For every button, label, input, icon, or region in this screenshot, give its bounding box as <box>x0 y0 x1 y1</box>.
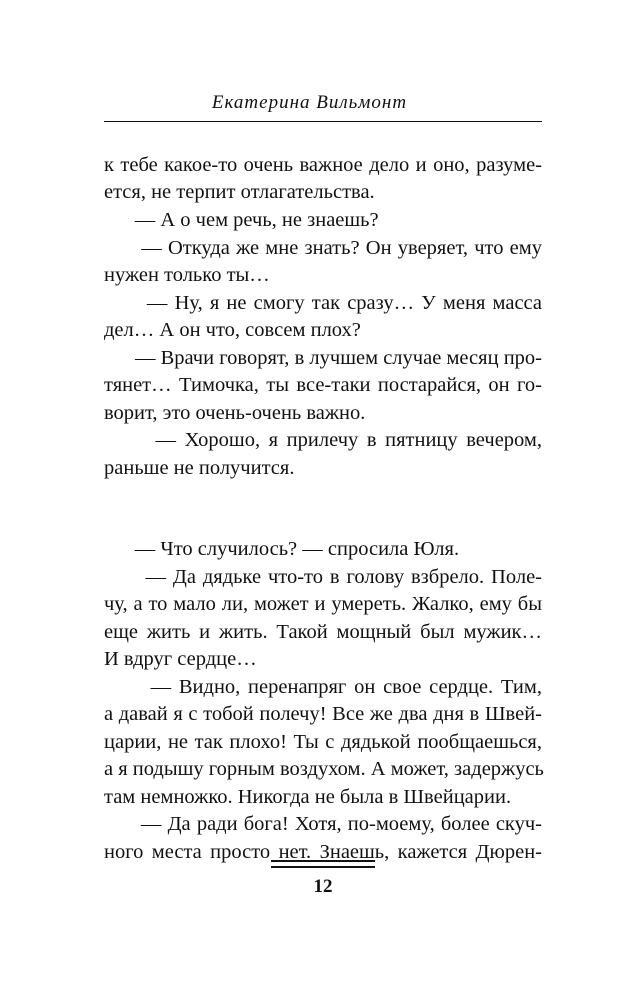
text-line: к тебе какое-то очень важное дело и оно, разуме- <box>104 154 542 176</box>
page-number: 12 <box>313 876 333 897</box>
text-line: — Ну, я не смогу так сразу… У меня масса <box>104 292 542 314</box>
text-line: еще жить и жить. Такой мощный был мужик… <box>104 621 542 643</box>
text-line: а я подышу горным воздухом. А может, задержусь <box>104 758 544 780</box>
text-line: — Врачи говорят, в лучшем случае месяц про- <box>104 347 542 369</box>
text-line: дел… А он что, совсем плох? <box>104 319 361 341</box>
text-line: ется, не терпит отлагательства. <box>104 181 375 203</box>
text-line: — Откуда же мне знать? Он уверяет, что ему <box>104 237 542 259</box>
text-line: — Что случилось? — спросила Юля. <box>104 538 460 560</box>
text-line: И вдруг сердце… <box>104 648 257 670</box>
text-line: там немножко. Никогда не была в Швейцарии. <box>104 786 512 808</box>
footer-rule-bottom <box>271 866 375 868</box>
text-line: ного места просто нет. Знаешь, кажется Дюрен- <box>104 841 542 863</box>
running-head: Екатерина Вильмонт <box>211 92 408 113</box>
text-line: — Хорошо, я прилечу в пятницу вечером, <box>104 429 542 451</box>
text-line: — Да ради бога! Хотя, по-моему, более скуч- <box>104 813 542 835</box>
text-line: нужен только ты… <box>104 264 270 286</box>
text-line: — Да дядьке что-то в голову взбрело. Поле- <box>104 566 542 588</box>
text-line: — А о чем речь, не знаешь? <box>104 209 379 231</box>
text-line: раньше не получится. <box>104 457 295 479</box>
text-line: царии, не так плохо! Ты с дядькой пообщаешься, <box>104 731 542 753</box>
text-line: чу, а то мало ли, может и умереть. Жалко, ему бы <box>104 593 542 615</box>
footer-rule-top <box>271 860 375 862</box>
text-line: ворит, это очень-очень важно. <box>104 402 366 424</box>
header-rule <box>104 121 542 122</box>
text-line: тянет… Тимочка, ты все-таки постарайся, он го- <box>104 374 542 396</box>
text-line: а давай я с тобой полечу! Все же два дня в Швей- <box>104 703 542 725</box>
text-line: — Видно, перенапряг он свое сердце. Тим, <box>104 676 542 698</box>
